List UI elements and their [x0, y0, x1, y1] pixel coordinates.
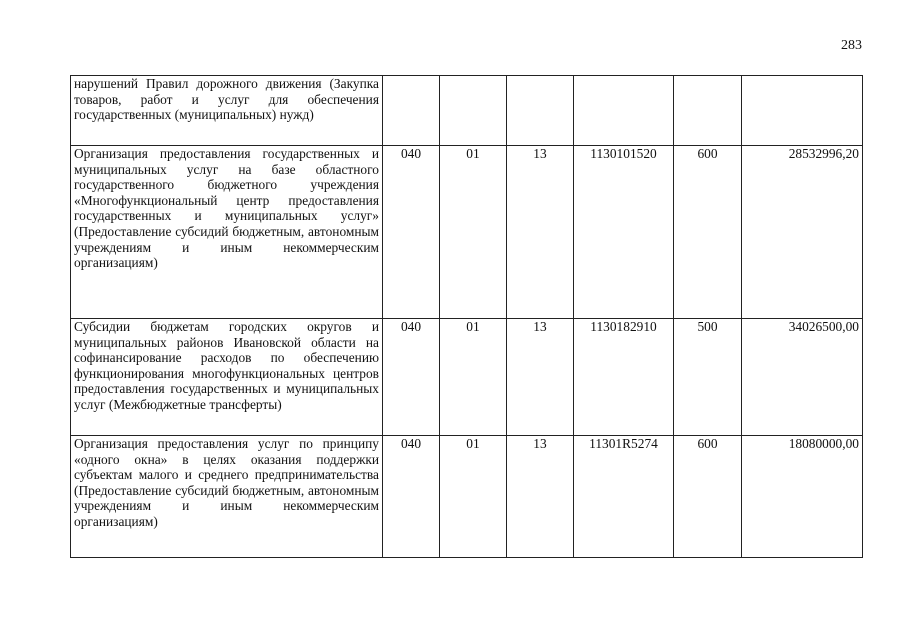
amount: 28532996,20 — [742, 146, 863, 319]
section-code: 01 — [440, 436, 507, 558]
ministry-code: 040 — [383, 146, 440, 319]
section-code: 01 — [440, 319, 507, 436]
table-row — [71, 436, 863, 558]
expense-description: Организация предоставления государственных и муниципальных услуг на базе областного государственного бюджетного учреждения «Многофункциональный центр предоставления государственных и муниципальных услуг» (Предоставление субсидий бюджетным, автономным учреждениям и иным некоммерческим организациям) — [71, 146, 383, 319]
subsection-code: 13 — [507, 146, 574, 319]
target-article-code: 1130182910 — [574, 319, 674, 436]
expense-type-code: 600 — [674, 146, 742, 319]
amount: 18080000,00 — [742, 436, 863, 558]
section-code: 01 — [440, 146, 507, 319]
section-code — [440, 76, 507, 146]
ministry-code: 040 — [383, 319, 440, 436]
subsection-code — [507, 76, 574, 146]
table-row — [71, 146, 863, 319]
amount — [742, 76, 863, 146]
expense-type-code: 500 — [674, 319, 742, 436]
target-article-code: 11301R5274 — [574, 436, 674, 558]
ministry-code: 040 — [383, 436, 440, 558]
expense-type-code — [674, 76, 742, 146]
ministry-code — [383, 76, 440, 146]
subsection-code: 13 — [507, 436, 574, 558]
budget-table — [70, 75, 863, 558]
subsection-code: 13 — [507, 319, 574, 436]
table-row — [71, 76, 863, 146]
target-article-code: 1130101520 — [574, 146, 674, 319]
expense-description: Организация предоставления услуг по принципу «одного окна» в целях оказания поддержки субъектам малого и среднего предпринимательства (Предоставление субсидий бюджетным, автономным учреждениям и иным некоммерческим организациям) — [71, 436, 383, 558]
table-row — [71, 319, 863, 436]
page-number: 283 — [841, 38, 862, 53]
target-article-code — [574, 76, 674, 146]
amount: 34026500,00 — [742, 319, 863, 436]
expense-description: нарушений Правил дорожного движения (Закупка товаров, работ и услуг для обеспечения государственных (муниципальных) нужд) — [71, 76, 383, 146]
expense-description: Субсидии бюджетам городских округов и муниципальных районов Ивановской области на софинансирование расходов по обеспечению функционирования многофункциональных центров предоставления государственных и муниципальных услуг (Межбюджетные трансферты) — [71, 319, 383, 436]
expense-type-code: 600 — [674, 436, 742, 558]
